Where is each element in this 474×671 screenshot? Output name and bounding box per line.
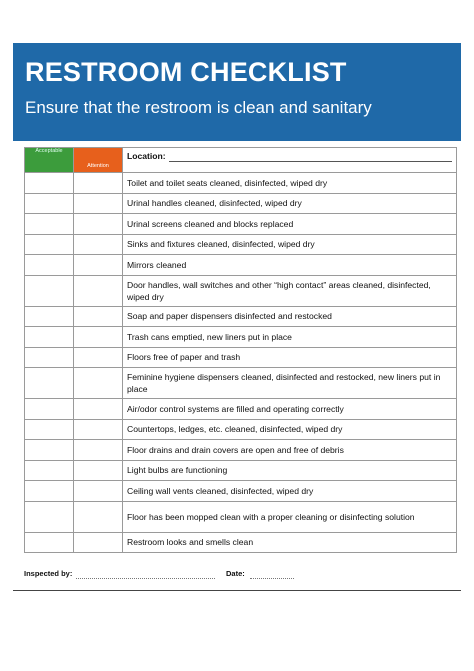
attention-checkbox[interactable] [74,440,123,461]
checklist-table [24,147,457,553]
table-row [25,481,457,502]
acceptable-checkbox[interactable] [25,214,74,235]
date-field[interactable] [250,578,294,579]
table-row [25,399,457,420]
checklist-item: Feminine hygiene dispensers cleaned, disinfected and restocked, new liners put in place [123,368,457,399]
checklist-item: Soap and paper dispensers disinfected and restocked [123,306,457,327]
checklist-item: Light bulbs are functioning [123,460,457,481]
checklist-item: Mirrors cleaned [123,255,457,276]
table-row [25,347,457,368]
checklist-item: Urinal screens cleaned and blocks replaced [123,214,457,235]
location-field[interactable] [169,161,452,162]
table-row [25,327,457,348]
acceptable-checkbox[interactable] [25,419,74,440]
checklist-item: Trash cans emptied, new liners put in place [123,327,457,348]
bottom-divider [13,590,461,591]
acceptable-checkbox[interactable] [25,275,74,306]
signature-footer [24,569,460,583]
table-row [25,501,457,532]
attention-checkbox[interactable] [74,306,123,327]
attention-checkbox[interactable] [74,193,123,214]
checklist-item: Floor has been mopped clean with a proper cleaning or disinfecting solution [123,501,457,532]
table-row [25,193,457,214]
table-row [25,440,457,461]
acceptable-checkbox[interactable] [25,440,74,461]
table-row [25,532,457,553]
acceptable-checkbox[interactable] [25,306,74,327]
attention-checkbox[interactable] [74,275,123,306]
attention-checkbox[interactable] [74,347,123,368]
attention-checkbox[interactable] [74,501,123,532]
attention-checkbox[interactable] [74,214,123,235]
checklist-item: Ceiling wall vents cleaned, disinfected, wiped dry [123,481,457,502]
attention-checkbox[interactable] [74,234,123,255]
table-row [25,255,457,276]
acceptable-checkbox[interactable] [25,234,74,255]
acceptable-checkbox[interactable] [25,501,74,532]
table-row [25,173,457,194]
table-row [25,214,457,235]
table-row [25,368,457,399]
attention-checkbox[interactable] [74,327,123,348]
acceptable-checkbox[interactable] [25,399,74,420]
attention-column-header [74,148,123,173]
acceptable-column-header: Acceptable [25,148,74,173]
attention-checkbox[interactable] [74,255,123,276]
checklist-item: Floors free of paper and trash [123,347,457,368]
checklist-item: Sinks and fixtures cleaned, disinfected, wiped dry [123,234,457,255]
attention-checkbox[interactable] [74,399,123,420]
acceptable-checkbox[interactable] [25,460,74,481]
page-subtitle: Ensure that the restroom is clean and sanitary [25,98,372,117]
checklist-item: Floor drains and drain covers are open and free of debris [123,440,457,461]
inspected-by-field[interactable] [76,578,215,579]
table-row [25,306,457,327]
table-row [25,419,457,440]
acceptable-checkbox[interactable] [25,481,74,502]
attention-checkbox[interactable] [74,532,123,553]
checklist-item: Urinal handles cleaned, disinfected, wiped dry [123,193,457,214]
header-row [25,148,457,173]
checklist-item: Countertops, ledges, etc. cleaned, disinfected, wiped dry [123,419,457,440]
table-row [25,234,457,255]
acceptable-checkbox[interactable] [25,347,74,368]
acceptable-checkbox[interactable] [25,327,74,348]
page-title: RESTROOM CHECKLIST [25,57,347,87]
location-cell[interactable] [123,148,457,173]
checklist-item: Air/odor control systems are filled and operating correctly [123,399,457,420]
attention-checkbox[interactable] [74,460,123,481]
table-row [25,460,457,481]
acceptable-checkbox[interactable] [25,255,74,276]
location-label: Location: [127,151,166,161]
inspected-by-label: Inspected by: [24,569,73,578]
attention-checkbox[interactable] [74,368,123,399]
checklist-item: Door handles, wall switches and other “high contact” areas cleaned, disinfected, wiped dry [123,275,457,306]
acceptable-checkbox[interactable] [25,532,74,553]
checklist-item: Toilet and toilet seats cleaned, disinfected, wiped dry [123,173,457,194]
checklist-item: Restroom looks and smells clean [123,532,457,553]
date-label: Date: [226,569,245,578]
attention-checkbox[interactable] [74,419,123,440]
acceptable-checkbox[interactable] [25,173,74,194]
title-banner [13,43,461,141]
attention-label: Attention [87,163,109,169]
attention-checkbox[interactable] [74,481,123,502]
attention-checkbox[interactable] [74,173,123,194]
table-row [25,275,457,306]
acceptable-checkbox[interactable] [25,368,74,399]
acceptable-checkbox[interactable] [25,193,74,214]
